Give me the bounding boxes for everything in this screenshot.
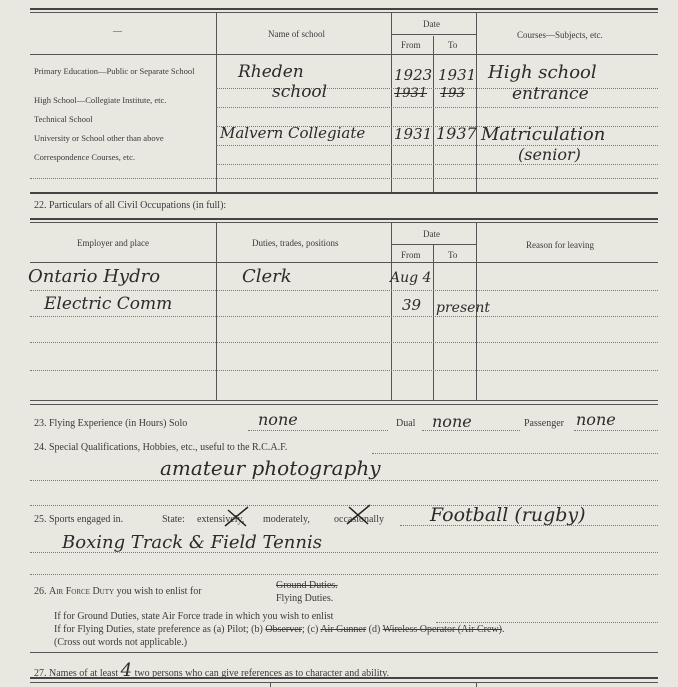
- rule: [391, 34, 476, 35]
- q26-sc: Air Force Duty: [49, 586, 115, 597]
- hw-course2a: Matriculation: [481, 124, 606, 145]
- header-duties: Duties, trades, positions: [252, 238, 339, 248]
- hw-from1: 1923: [394, 66, 433, 84]
- q26-num: 26.: [34, 586, 47, 597]
- q23-passenger-label: Passenger: [524, 418, 564, 429]
- rule: [30, 652, 658, 653]
- q26-post: you wish to enlist for: [116, 586, 202, 597]
- hw-course1a: High school: [488, 62, 597, 83]
- dotted-line: [216, 145, 658, 146]
- hw-sports1: Football (rugby): [430, 504, 586, 526]
- dotted-line: [30, 574, 658, 575]
- header-name-of-school: Name of school: [268, 29, 325, 39]
- hw-from2: 39: [402, 296, 422, 314]
- header-courses: Courses—Subjects, etc.: [517, 30, 603, 40]
- hw-dual: none: [432, 412, 472, 431]
- row-correspondence: Correspondence Courses, etc.: [34, 152, 136, 162]
- hw-to3: 1937: [436, 124, 477, 143]
- q25-state: State:: [162, 514, 185, 525]
- col-divider: [391, 12, 392, 192]
- q23-dual-label: Dual: [396, 418, 416, 429]
- dotted-line: [216, 107, 658, 108]
- rule: [30, 404, 658, 405]
- hw-to: present: [436, 300, 491, 316]
- rule: [30, 8, 658, 10]
- hw-passenger: none: [576, 410, 616, 429]
- q26-observer: Observer: [265, 624, 302, 635]
- q26-line1: If for Ground Duties, state Air Force trade in which you wish to enlist: [54, 611, 334, 622]
- col-divider: [391, 222, 392, 400]
- col-divider: [476, 12, 477, 192]
- cross-mark-icon: [222, 504, 252, 530]
- q26-label: [34, 586, 202, 597]
- q22-title: 22. Particulars of all Civil Occupations (in full):: [34, 200, 227, 211]
- q27-post: two persons who can give references as to character and ability.: [134, 668, 390, 679]
- rule: [30, 192, 658, 194]
- q26-line2-mid: ; (c): [301, 624, 319, 635]
- header-from: From: [401, 40, 421, 50]
- row-university: University or School other than above: [34, 133, 164, 143]
- rule: [391, 244, 476, 245]
- col-divider: [476, 682, 477, 687]
- hw-course2b: (senior): [518, 145, 581, 164]
- dotted-line: [574, 430, 658, 431]
- q26-line2-pre: If for Flying Duties, state preference as (a) Pilot; (b): [54, 624, 263, 635]
- q26-line3: (Cross out words not applicable.): [54, 637, 188, 648]
- hw-employer2: Electric Comm: [44, 294, 173, 314]
- hw-school2: Malvern Collegiate: [220, 124, 366, 142]
- hw-duties: Clerk: [242, 266, 292, 287]
- hw-course1b: entrance: [512, 84, 589, 104]
- hw-to2: 193: [440, 86, 465, 101]
- hw-employer1: Ontario Hydro: [28, 266, 161, 287]
- rule: [30, 218, 658, 220]
- col-divider: [216, 12, 217, 192]
- q26-wireless: Wireless Operator (Air Crew): [382, 624, 502, 635]
- col-divider: [216, 222, 217, 400]
- dotted-line: [400, 525, 658, 526]
- q25-moderately: moderately,: [263, 514, 310, 525]
- col-divider: [433, 36, 434, 192]
- header-reason: Reason for leaving: [526, 240, 594, 250]
- dotted-line: [30, 370, 658, 371]
- dotted-line: [422, 430, 520, 431]
- dotted-line: [248, 430, 388, 431]
- col-divider: [270, 682, 271, 687]
- hw-school1b: school: [272, 82, 328, 102]
- rule: [30, 262, 658, 263]
- hw-q27-num: 4: [120, 660, 133, 681]
- dotted-line: [30, 316, 658, 317]
- header-to: To: [448, 250, 458, 260]
- dotted-line: [30, 552, 658, 553]
- row-technical: Technical School: [34, 114, 93, 124]
- dotted-line: [30, 290, 658, 291]
- q23-label: 23. Flying Experience (in Hours) Solo: [34, 418, 188, 429]
- dotted-line: [30, 480, 658, 481]
- header-from: From: [401, 250, 421, 260]
- hw-solo: none: [258, 410, 298, 429]
- q26-line2: If for Flying Duties, state preference as (a) Pilot; (b) Observer; (c) Air Gunner (d) Wireless Operator (Air Crew).: [54, 624, 505, 635]
- header-employer: Employer and place: [77, 238, 149, 248]
- dotted-line: [436, 622, 658, 623]
- q27-pre: 27. Names of at least: [34, 668, 119, 679]
- q25-label: 25. Sports engaged in.: [34, 514, 124, 525]
- rule: [30, 682, 658, 683]
- cross-mark-icon: [344, 502, 374, 528]
- rule: [30, 400, 658, 401]
- row-primary: Primary Education—Public or Separate School: [34, 66, 195, 76]
- header-date: Date: [423, 19, 440, 29]
- dotted-line: [30, 178, 658, 179]
- rule: [30, 222, 658, 223]
- hw-hobbies: amateur photography: [160, 456, 381, 480]
- rule: [30, 677, 658, 679]
- rule: [30, 12, 658, 13]
- q26-flying: Flying Duties.: [276, 593, 334, 604]
- q26-line2-d: (d): [368, 624, 381, 635]
- header-date: Date: [423, 229, 440, 239]
- q26-airgunner: Air Gunner: [320, 624, 367, 635]
- hw-school1a: Rheden: [238, 62, 304, 82]
- hw-from1: Aug 4: [390, 270, 432, 286]
- header-to: To: [448, 40, 458, 50]
- col-divider: [433, 244, 434, 400]
- rule: [30, 54, 658, 55]
- hw-sports2: Boxing Track & Field Tennis: [62, 532, 322, 553]
- dotted-line: [216, 164, 658, 165]
- q24-label: 24. Special Qualifications, Hobbies, etc., useful to the R.C.A.F.: [34, 442, 288, 453]
- q25-occasionally: occasionally: [334, 514, 384, 525]
- header-dash: —: [113, 26, 122, 36]
- q26-ground: Ground Duties.: [276, 580, 338, 591]
- row-high-school: High School—Collegiate Institute, etc.: [34, 95, 167, 105]
- hw-to1: 1931: [438, 66, 477, 84]
- hw-from3: 1931: [394, 125, 433, 143]
- q25-extensively: extensively,: [197, 514, 245, 525]
- dotted-line: [30, 342, 658, 343]
- hw-from2: 1931: [394, 86, 428, 101]
- dotted-line: [372, 453, 658, 454]
